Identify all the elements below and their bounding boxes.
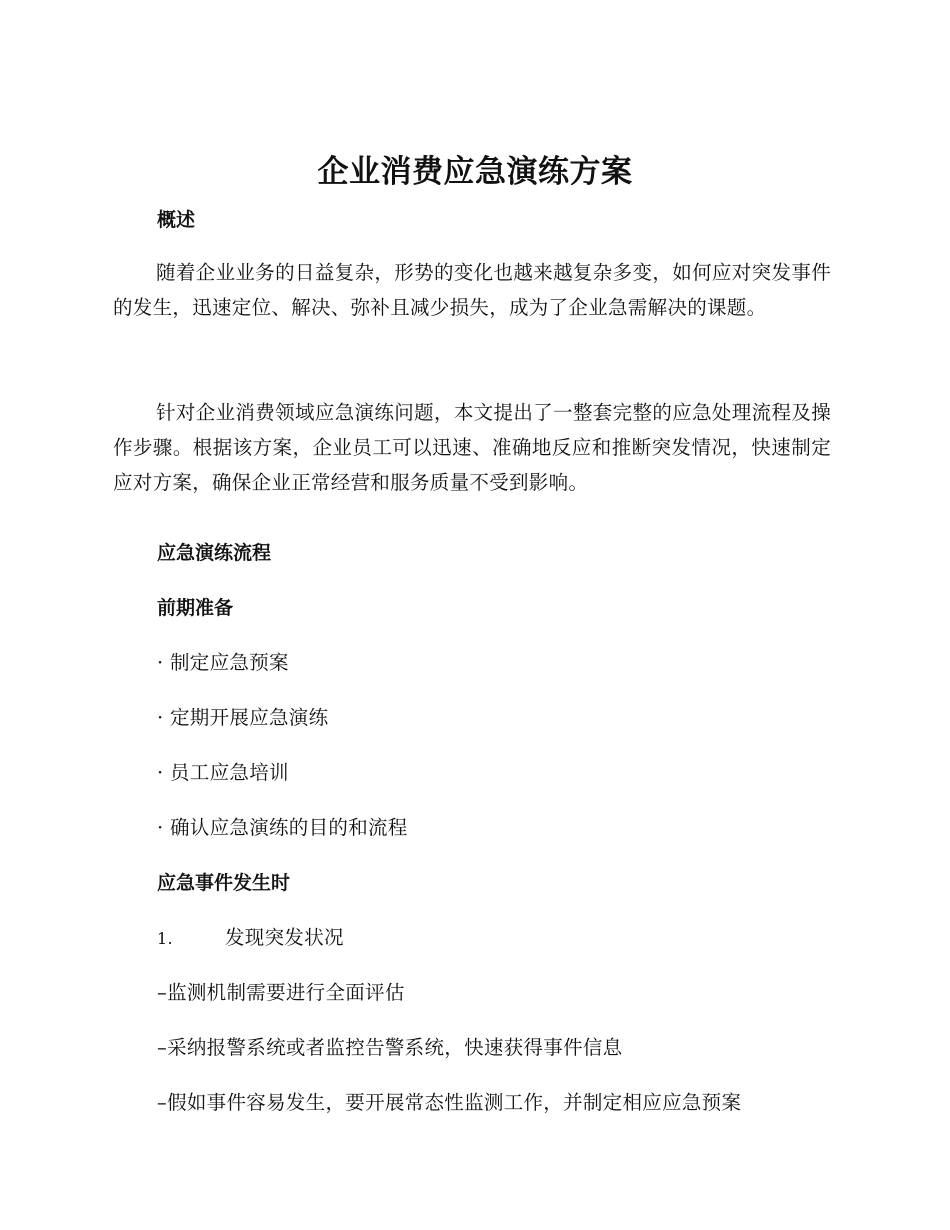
list-item: [157, 649, 289, 677]
list-item-text: 假如事件容易发生，要开展常态性监测工作，并制定相应应急预案: [167, 1091, 742, 1114]
overview-paragraph-1: 随着企业业务的日益复杂，形势的变化也越来越复杂多变，如何应对突发事件的发生，迅速定位、解决、弥补且减少损失，成为了企业急需解决的课题。: [113, 261, 831, 319]
bullet-marker: ·: [157, 761, 164, 784]
bullet-marker: ·: [157, 816, 164, 839]
section-heading-overview: 概述: [157, 209, 196, 231]
document-title: 企业消费应急演练方案: [317, 154, 633, 190]
list-item-text: 确认应急演练的目的和流程: [170, 816, 408, 839]
dash-marker: –: [157, 1036, 168, 1059]
list-item: [157, 1089, 741, 1117]
list-item-text: 员工应急培训: [170, 761, 289, 784]
step-number: 1.: [157, 929, 173, 948]
bullet-marker: ·: [157, 651, 164, 674]
subsection-heading-incident: 应急事件发生时: [157, 872, 291, 894]
section-heading-process: 应急演练流程: [157, 542, 272, 564]
list-item-text: 制定应急预案: [170, 651, 289, 674]
dash-marker: –: [157, 1091, 168, 1114]
list-item-text: 监测机制需要进行全面评估: [167, 981, 405, 1004]
dash-marker: –: [157, 981, 168, 1004]
list-item-text: 采纳报警系统或者监控告警系统，快速获得事件信息: [167, 1036, 623, 1059]
overview-paragraph-2: 针对企业消费领域应急演练问题，本文提出了一整套完整的应急处理流程及操作步骤。根据该方案，企业员工可以迅速、准确地反应和推断突发情况，快速制定应对方案，确保企业正常经营和服务质量不受到影响。: [113, 401, 831, 494]
list-item: [157, 704, 328, 732]
list-item: [157, 979, 405, 1007]
subsection-heading-preparation: 前期准备: [157, 597, 234, 619]
list-item: [157, 814, 408, 842]
numbered-step: [157, 924, 344, 953]
list-item: [157, 759, 289, 787]
list-item: [157, 1034, 622, 1062]
step-title: 发现突发状况: [225, 926, 344, 949]
bullet-marker: ·: [157, 706, 164, 729]
list-item-text: 定期开展应急演练: [170, 706, 329, 729]
